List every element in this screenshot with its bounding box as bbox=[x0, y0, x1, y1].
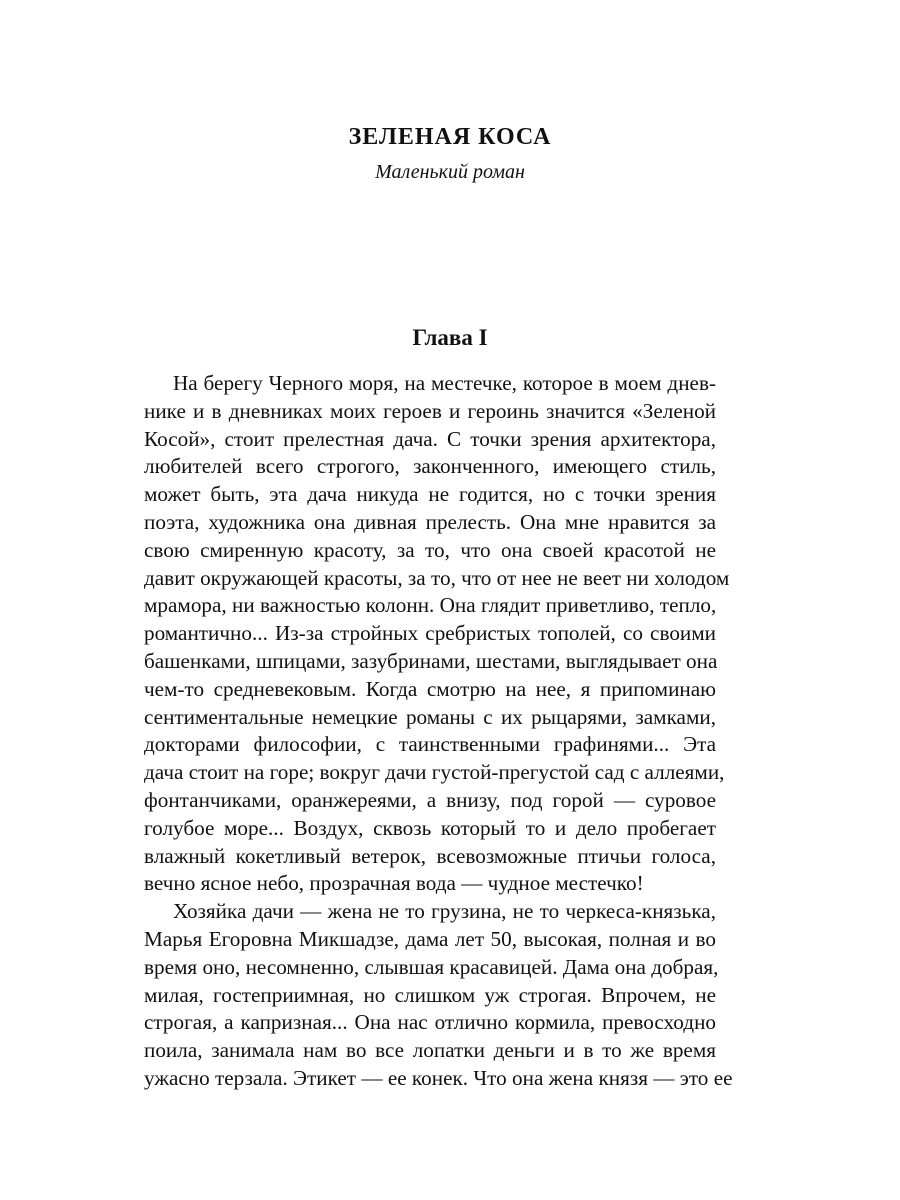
paragraph-2-line: ужасно терзала. Этикет — ее конек. Что она жена князя — это ее bbox=[144, 1065, 733, 1090]
paragraph-2-line: милая, гостеприимная, но слишком уж строгая. Впрочем, не bbox=[144, 982, 716, 1007]
paragraph-1-line: мрамора, ни важностью колонн. Она глядит приветливо, тепло, bbox=[144, 593, 717, 618]
paragraph-1-line: фонтанчиками, оранжереями, а внизу, под горой — суровое bbox=[144, 787, 716, 812]
paragraph-1-line: вечно ясное небо, прозрачная вода — чудное местечко! bbox=[144, 871, 644, 896]
paragraph-1-line: дача стоит на горе; вокруг дачи густой-прегустой сад с аллеями, bbox=[144, 760, 725, 785]
paragraph-1-line: романтично... Из-за стройных сребристых тополей, со своими bbox=[144, 621, 716, 646]
paragraph-1-line: Косой», стоит прелестная дача. С точки зрения архитектора, bbox=[144, 426, 716, 451]
story-title: ЗЕЛЕНАЯ КОСА bbox=[348, 124, 552, 150]
paragraph-1-line: влажный кокетливый ветерок, всевозможные птичьи голоса, bbox=[144, 843, 716, 868]
paragraph-2-line: строгая, а капризная... Она нас отлично кормила, превосходно bbox=[144, 1010, 716, 1035]
paragraph-1-line: голубое море... Воздух, сквозь который то и дело пробегает bbox=[144, 815, 716, 840]
paragraph-1-line: поэта, художника она дивная прелесть. Она мне нравится за bbox=[144, 509, 716, 534]
body-text bbox=[144, 370, 733, 1093]
story-subtitle: Маленький роман bbox=[375, 161, 525, 183]
paragraph-1-line: любителей всего строгого, законченного, имеющего стиль, bbox=[144, 454, 716, 479]
paragraph-2-line: поила, занимала нам во все лопатки деньги и в то же время bbox=[144, 1038, 716, 1063]
paragraph-1-line: свою смиренную красоту, за то, что она своей красотой не bbox=[144, 537, 716, 562]
paragraph-2-line: Хозяйка дачи — жена не то грузина, не то черкеса-князька, bbox=[173, 899, 716, 924]
chapter-heading: Глава I bbox=[412, 325, 488, 350]
paragraph-1-line: На берегу Черного моря, на местечке, которое в моем днев- bbox=[173, 371, 716, 395]
paragraph-1-line: может быть, эта дача никуда не годится, но с точки зрения bbox=[144, 482, 716, 507]
paragraph-1-line: давит окружающей красоты, за то, что от нее не веет ни холодом bbox=[144, 565, 730, 590]
paragraph-1-line: башенками, шпицами, зазубринами, шестами, выглядывает она bbox=[144, 648, 718, 673]
paragraph-1-line: чем-то средневековым. Когда смотрю на нее, я припоминаю bbox=[144, 676, 716, 701]
paragraph-1-line: докторами философии, с таинственными графинями... Эта bbox=[144, 732, 716, 757]
paragraph-2-line: Марья Егоровна Микшадзе, дама лет 50, высокая, полная и во bbox=[144, 926, 716, 951]
paragraph-2-line: время оно, несомненно, слывшая красавицей. Дама она добрая, bbox=[144, 954, 719, 979]
paragraph-1-line: сентиментальные немецкие романы с их рыцарями, замками, bbox=[144, 704, 716, 729]
paragraph-1-line: нике и в дневниках моих героев и героинь значится «Зеленой bbox=[144, 398, 716, 423]
